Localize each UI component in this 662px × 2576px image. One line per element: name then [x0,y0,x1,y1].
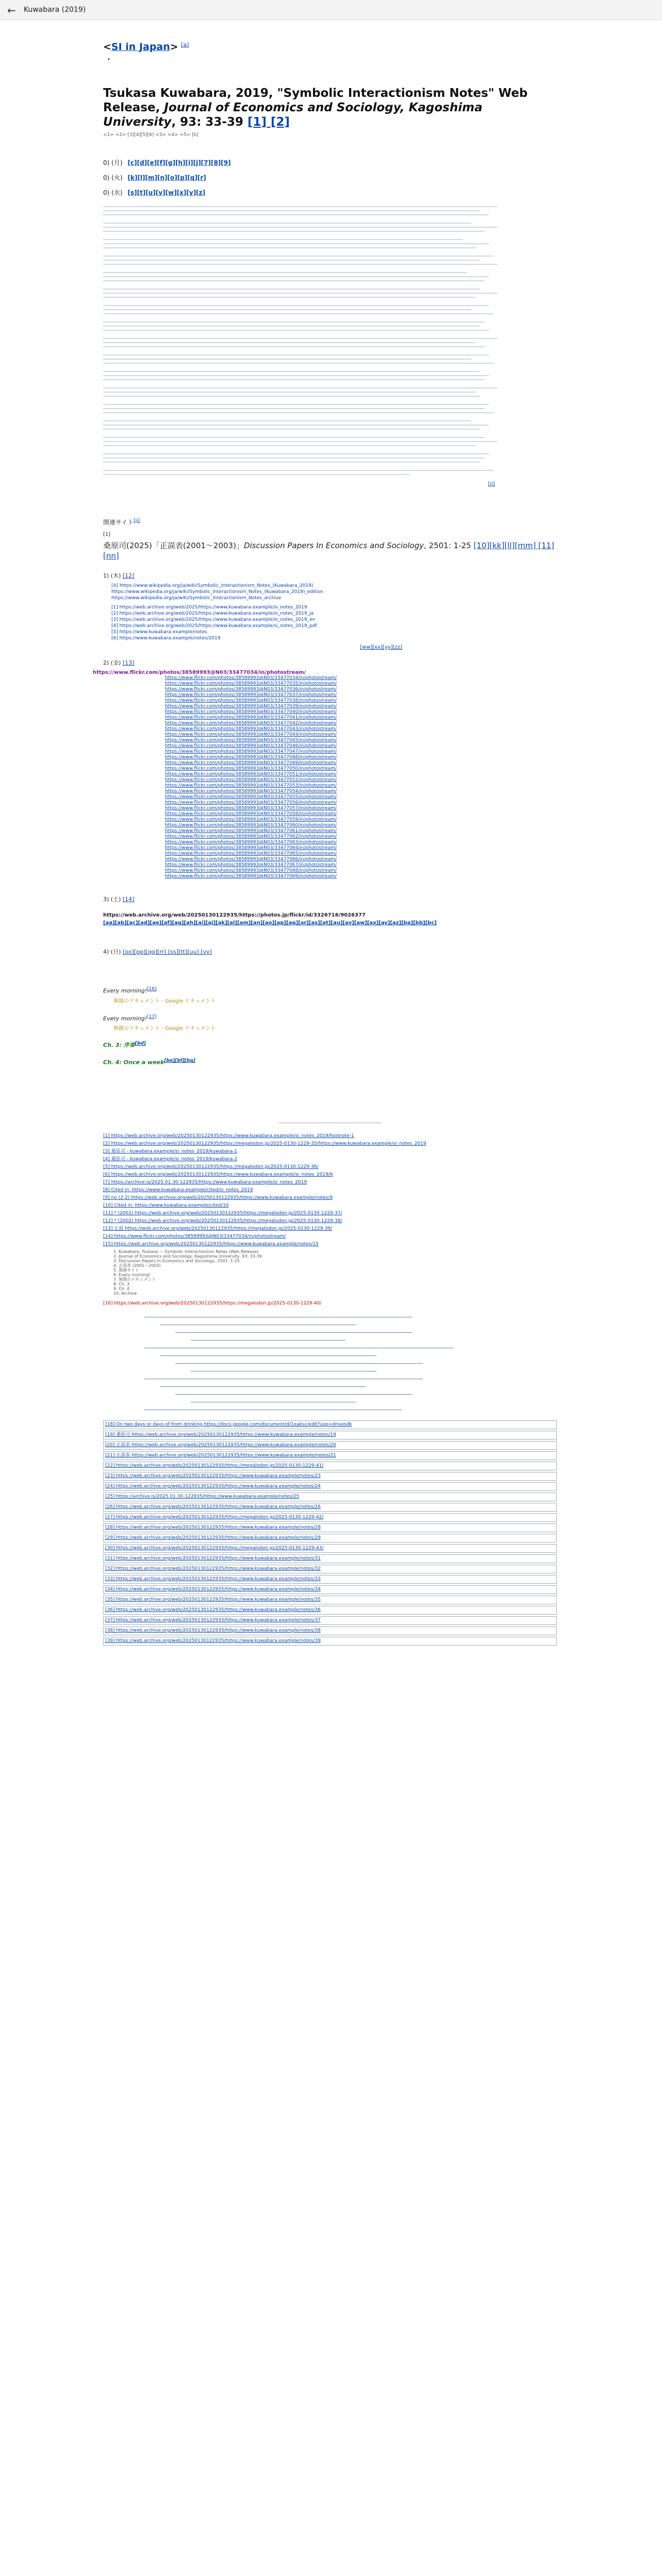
flickr-photo-link[interactable]: https://www.flickr.com/photos/38589993@N03/33477047/in/photostream/ [165,749,337,754]
text-line [103,223,471,224]
related-sites [103,518,557,527]
weekday-label: 0) (月) [103,159,123,166]
breadcrumb-close: > [170,41,178,53]
flickr-photo-link[interactable]: https://www.flickr.com/photos/38589993@N03/33477042/in/photostream/ [165,721,337,726]
sub-section-2 [103,658,557,667]
reference-link[interactable]: [33] https://web.archive.org/web/20250130122935/https://www.kuwabara.example/notes/33 [105,1576,321,1582]
reference-table [103,1420,557,1646]
reference-row [103,1565,557,1573]
reference-row [103,1503,557,1512]
ref-link[interactable]: [A] https://www.wikipedia.org/ja/wiki/Symbolic_Interactionism_Notes_(Kuwabara_2019) [111,583,313,588]
small-list [103,1249,557,1296]
archive-line[interactable]: https://web.archive.org/web/20250130122935/https://photos.jp/flickr/id/3326716/9026377 [103,912,366,918]
chapter-note[interactable]: [be][bf][bg] [164,1058,195,1064]
every-morning-label: Every morning! [103,1015,147,1022]
text-line [103,309,471,310]
window-title: Kuwabara (2019) [24,6,86,14]
citation-c: , 2501: 1-25 [424,541,471,550]
weekday-links[interactable]: [c][d][e][f][g][h][i][j][7][8][9] [127,159,231,166]
footnote[interactable]: [11] * (2001) https://web.archive.org/web/20250130122935/https://megalodon.jp/2025-0130-1229-37/ [103,1210,342,1216]
archive-links [103,919,557,927]
title-bar [0,0,662,20]
reference-row [103,1472,557,1481]
flickr-head-link[interactable]: https://www.flickr.com/photos/38589993@N03/33477034/in/photostream/ [93,670,306,675]
chapter-note[interactable]: [bd] [135,1041,146,1046]
breadcrumb-open: < [103,41,111,53]
footnote[interactable]: [14] https://www.flickr.com/photos/38589993@N03/33477034/in/photostream/ [103,1233,286,1239]
citation-refs[interactable]: [10][kk][ll][mm] [11][nn] [103,541,554,561]
sub-section-3 [103,895,557,903]
flickr-photo-link[interactable]: https://www.flickr.com/photos/38589993@N03/33477064/in/photostream/ [165,845,337,851]
small-list-item: 4. 正誤表 (2001〜2003) [113,1263,161,1268]
ref-link[interactable]: [6] https://www.kuwabara.example/notes/2019 [111,636,221,641]
text-line [103,227,498,228]
sub-label: 1) (木) [103,572,121,579]
flickr-photo-link[interactable]: https://www.flickr.com/photos/38589993@N03/33477039/in/photostream/ [165,704,337,709]
text-line [103,404,489,405]
ref-block-2 [111,604,557,641]
sub-label: 3) (土) [103,896,121,903]
text-line [103,260,480,261]
flickr-photo-link[interactable]: https://www.flickr.com/photos/38589993@N03/33477052/in/photostream/ [165,777,337,783]
text-line [103,457,485,459]
text-line [103,363,493,364]
sub-links[interactable]: [oo][pp][qq][rr] [ss][tt][uu] [vv] [122,948,212,955]
related-label: 関連サイト [103,519,134,526]
sub-note[interactable]: [12] [122,572,135,579]
bottom-red-footnote[interactable]: [16] https://web.archive.org/web/20250130122935/https://megalodon.jp/2025-0130-1229-40/ [103,1300,322,1306]
every-morning-note[interactable]: [16] [147,987,157,992]
ref-block-2-tail[interactable]: [ww][xx][yy][zz] [360,645,402,650]
small-list-item: 3. Discussion Papers In Economics and Sociology, 2501: 1-25 [113,1258,240,1263]
reference-link[interactable]: [18] On two days or days of from drinking https://docs.google.com/document/d/1xaksc/edit?usp=drivesdk [105,1421,352,1427]
text-line [103,256,493,257]
flickr-photo-link[interactable]: https://www.flickr.com/photos/38589993@N03/33477049/in/photostream/ [165,760,337,766]
text-line [103,359,471,360]
reference-row [103,1462,557,1470]
reference-row [103,1575,557,1584]
text-line [103,247,476,248]
flickr-photo-link[interactable]: https://www.flickr.com/photos/38589993@N03/33477058/in/photostream/ [165,811,337,817]
reference-link[interactable]: [21] 正誤表 https://web.archive.org/web/20250130122935/https://www.kuwabara.example/notes/21 [105,1452,336,1458]
reference-link[interactable]: [28] https://web.archive.org/web/20250130122935/https://www.kuwabara.example/notes/28 [105,1524,321,1530]
flickr-photo-link[interactable]: https://www.flickr.com/photos/38589993@N03/33477055/in/photostream/ [165,794,337,800]
flickr-photo-link[interactable]: https://www.flickr.com/photos/38589993@N03/33477067/in/photostream/ [165,862,337,868]
reference-link[interactable]: [37] https://web.archive.org/web/20250130122935/https://www.kuwabara.example/notes/37 [105,1617,321,1623]
reference-link[interactable]: [26] https://web.archive.org/web/20250130122935/https://www.kuwabara.example/notes/26 [105,1504,321,1510]
related-citation [103,540,557,561]
flickr-photo-link[interactable]: https://www.flickr.com/photos/38589993@N03/33477044/in/photostream/ [165,732,337,737]
flickr-photo-link[interactable]: https://www.flickr.com/photos/38589993@N03/33477035/in/photostream/ [165,681,337,686]
small-list-item: 10. Archive [113,1291,137,1296]
footnote[interactable]: [13] 正誤 https://web.archive.org/web/20250130122935/https://megalodon.jp/2025-0130-1229-39/ [103,1226,333,1231]
breadcrumb-link[interactable]: SI in Japan [111,41,170,53]
small-list-item: 7. 無題のドキュメント [113,1277,156,1282]
flickr-photo-link[interactable]: https://www.flickr.com/photos/38589993@N03/33477045/in/photostream/ [165,738,337,743]
sub-label: 2) (金) [103,659,121,666]
footnote[interactable]: [3] 桑原司 - kuwabara.example/si_notes_2019/kuwabara-1 [103,1148,238,1154]
reference-link[interactable]: [31] https://web.archive.org/web/20250130122935/https://www.kuwabara.example/notes/31 [105,1555,321,1561]
ref-link[interactable]: https://www.wikipedia.org/ja/wiki/Symbolic_Interactionism_Notes_(Kuwabara_2019)_edition [111,589,323,595]
reference-link[interactable]: [34] https://web.archive.org/web/20250130122935/https://www.kuwabara.example/notes/34 [105,1586,321,1592]
text-line [103,342,476,343]
small-list-item: 9. Ch. 4 [113,1286,130,1291]
flickr-photo-link[interactable]: https://www.flickr.com/photos/38589993@N03/33477036/in/photostream/ [165,687,337,692]
flickr-photo-link[interactable]: https://www.flickr.com/photos/38589993@N03/33477061/in/photostream/ [165,828,337,834]
ref-link[interactable]: [4] https://web.archive.org/web/2025/https://www.kuwabara.example/si_notes_2019_pdf [111,623,317,629]
small-list-item: 2. Journal of Economics and Sociology, Kagoshima University, 93: 33-39 [113,1253,262,1259]
flickr-photo-link[interactable]: https://www.flickr.com/photos/38589993@N03/33477048/in/photostream/ [165,755,337,760]
footnote-list [103,1133,557,1247]
text-line [103,420,471,421]
google-doc-link-1[interactable]: 無題のドキュメント - Google ドキュメント [113,998,216,1004]
reference-row [103,1554,557,1563]
rule-line [191,1340,345,1341]
chapter-text: Ch. 3: 序章 [103,1042,135,1049]
flickr-photo-link[interactable]: https://www.flickr.com/photos/38589993@N03/33477066/in/photostream/ [165,857,337,862]
bottom-lines-block [103,1317,557,1410]
text-line [103,264,498,265]
sub-section-4 [103,947,557,956]
reference-link[interactable]: [39] https://web.archive.org/web/20250130122935/https://www.kuwabara.example/notes/39 [105,1638,321,1643]
reference-link[interactable]: [29] https://web.archive.org/web/20250130122935/https://www.kuwabara.example/notes/29 [105,1535,321,1540]
reference-row [103,1626,557,1635]
flickr-photo-link[interactable]: https://www.flickr.com/photos/38589993@N03/33477041/in/photostream/ [165,715,337,720]
text-line [103,338,498,339]
text-line [103,425,489,426]
reference-link[interactable]: [32] https://web.archive.org/web/20250130122935/https://www.kuwabara.example/notes/32 [105,1566,321,1571]
flickr-photo-link[interactable]: https://www.flickr.com/photos/38589993@N03/33477054/in/photostream/ [165,789,337,794]
text-line [103,346,485,347]
reference-link[interactable]: [27] https://web.archive.org/web/20250130122935/https://megalodon.jp/2025-0130-1229-42/ [105,1514,324,1520]
small-list-item: 8. Ch. 3 [113,1281,130,1286]
article-content [93,41,557,1647]
small-list-item: 6. Every morning! [113,1272,151,1277]
reference-link[interactable]: [23] https://web.archive.org/web/20250130122935/https://www.kuwabara.example/notes/23 [105,1473,321,1479]
footnote[interactable]: [9] no (2-2) https://web.archive.org/web/20250130122935/https://www.kuwabara.example/notes/9 [103,1195,333,1200]
text-line [103,445,476,446]
reference-link[interactable]: [22] https://web.archive.org/web/20250130122935/https://megalodon.jp/2025-0130-1229-41/ [105,1463,324,1468]
sub-label: 4) (日) [103,948,121,955]
title-tail: , 93: 33-39 [171,115,243,129]
weekday-label: 0) (水) [103,189,123,196]
flickr-photo-link[interactable]: https://www.flickr.com/photos/38589993@N03/33477063/in/photostream/ [165,840,337,845]
reference-link[interactable]: [36] https://web.archive.org/web/20250130122935/https://www.kuwabara.example/notes/36 [105,1607,321,1613]
text-line [103,276,489,277]
flickr-list [93,670,557,879]
text-line [103,396,480,397]
weekday-section [103,173,557,182]
footnote[interactable]: [12] * (2002) https://web.archive.org/web/20250130122935/https://megalodon.jp/2025-0130-1229-38/ [103,1218,342,1224]
flickr-photo-link[interactable]: https://www.flickr.com/photos/38589993@N03/33477034/in/photostream/ [165,675,337,681]
reference-row [103,1441,557,1450]
ref-link[interactable]: [5] https://www.kuwabara.example/notes [111,630,207,635]
flickr-photo-link[interactable]: https://www.flickr.com/photos/38589993@N03/33477062/in/photostream/ [165,834,337,839]
reference-link[interactable]: [24] https://web.archive.org/web/20250130122935/https://www.kuwabara.example/notes/24 [105,1483,321,1489]
text-line [103,293,498,294]
text-line [103,408,485,409]
weekday-links[interactable]: [s][t][u][v][w][x][y][z] [127,189,206,196]
weekday-section [103,188,557,197]
reference-row [103,1431,557,1439]
every-morning-note[interactable]: [17] [147,1014,157,1020]
flickr-photo-link[interactable]: https://www.flickr.com/photos/38589993@N03/33477046/in/photostream/ [165,743,337,749]
every-morning-2 [103,1014,557,1022]
flickr-photo-link[interactable]: https://www.flickr.com/photos/38589993@N03/33477069/in/photostream/ [165,874,337,879]
reference-link[interactable]: [35] https://web.archive.org/web/20250130122935/https://www.kuwabara.example/notes/35 [105,1597,321,1602]
text-line [103,470,493,471]
reference-row [103,1534,557,1543]
rule-line [175,1332,412,1333]
archive-link-list[interactable]: [aa][ab][ac][ad][ae][af][ag][ah][ai][aj][ak][al][am][an][ao][ap][aq][ar][as][at][au][av][aw][ax][ay][az][ba][bb][bc] [103,920,437,926]
text-line [103,392,476,393]
flickr-photo-link[interactable]: https://www.flickr.com/photos/38589993@N03/33477038/in/photostream/ [165,698,337,703]
weekday-links[interactable]: [k][l][m][n][o][p][q][r] [127,174,206,181]
back-arrow-icon[interactable]: ← [7,4,16,16]
text-line [103,305,489,306]
text-line [103,412,493,413]
rule-line [160,1355,376,1356]
reference-row [103,1513,557,1522]
text-line [103,239,462,240]
chapter-4 [103,1058,557,1066]
reference-link[interactable]: [30] https://web.archive.org/web/20250130122935/https://megalodon.jp/2025-0130-1229-43/ [105,1545,324,1551]
ref-link[interactable]: https://www.wikipedia.org/ja/wiki/Symbolic_Interactionism_Notes_archive [111,596,282,601]
text-line [103,272,467,273]
text-line [103,462,480,463]
text-line [103,387,498,388]
reference-link[interactable]: [25] https://archive.is/2025.01.30-122935/https://www.kuwabara.example/notes/25 [105,1494,300,1499]
weekday-sections [103,158,557,197]
reference-row [103,1482,557,1491]
text-line [103,441,498,442]
footnote[interactable]: [7] https://archive.is/2025.01.30-122935/https://www.kuwabara.example/si_notes_2019 [103,1179,307,1185]
breadcrumb [103,41,557,53]
chapter-text: Ch. 4: Once a week [103,1059,164,1066]
text-line [103,429,480,430]
sub-section-1 [103,571,557,580]
reference-row [103,1451,557,1460]
flickr-photo-link[interactable]: https://www.flickr.com/photos/38589993@N03/33477043/in/photostream/ [165,726,337,732]
text-line [103,326,480,327]
related-ref-num: [1] [103,532,111,537]
reference-row [103,1544,557,1553]
text-line [103,379,485,380]
google-doc-link-2[interactable]: 無題のドキュメント - Google ドキュメント [113,1026,216,1032]
text-line [103,243,489,244]
footnote[interactable]: [6] https://web.archive.org/web/20250130122935/https://www.kuwabara.example/si_notes_2019/6 [103,1172,333,1177]
flickr-photo-link[interactable]: https://www.flickr.com/photos/38589993@N03/33477059/in/photostream/ [165,817,337,822]
reference-link[interactable]: [20] 正誤表 https://web.archive.org/web/20250130122935/https://www.kuwabara.example/notes/20 [105,1442,336,1448]
text-line [103,214,489,215]
small-list-item: 5. 関連サイト [113,1267,139,1273]
reference-row [103,1637,557,1646]
sub-note[interactable]: [14] [122,896,135,903]
reference-row [103,1606,557,1615]
footnote[interactable]: [8] Cited in: https://www.kuwabara.example/cited/si_notes_2019 [103,1187,253,1193]
title-main: Tsukasa Kuwabara, 2019, "Symbolic Interactionism Notes" Web Release, [103,87,528,114]
text-line [103,437,485,438]
text-line [103,330,489,331]
footnote[interactable]: [1] https://web.archive.org/web/20250130122935/https://www.kuwabara.example/si_notes_2019/footnote-1 [103,1133,354,1139]
flickr-photo-link[interactable]: https://www.flickr.com/photos/38589993@N03/33477037/in/photostream/ [165,692,337,698]
text-line [103,375,489,376]
text-line [103,354,489,355]
reference-row [103,1493,557,1501]
title-journal: Journal of Economics and Sociology, Kagoshima University [103,101,483,129]
reference-row [103,1616,557,1625]
text-line [103,371,480,372]
flickr-photo-link[interactable]: https://www.flickr.com/photos/38589993@N03/33477060/in/photostream/ [165,823,337,828]
text-line [103,453,489,454]
weekday-label: 0) (火) [103,174,123,181]
version-line: <1> <2> [3][4][5][6] <3> <4> <5> [b] [103,132,198,138]
reference-row [103,1420,557,1429]
text-line [103,210,480,211]
rule-line [175,1394,412,1395]
ref-block-1 [111,583,557,601]
breadcrumb-note[interactable]: [a] [181,41,189,48]
rule-line [175,1363,423,1364]
every-morning-1 [103,987,557,994]
flickr-photo-link[interactable]: https://www.flickr.com/photos/38589993@N03/33477065/in/photostream/ [165,851,337,856]
flickr-photo-link[interactable]: https://www.flickr.com/photos/38589993@N03/33477056/in/photostream/ [165,800,337,805]
reference-link[interactable]: [38] https://web.archive.org/web/20250130122935/https://www.kuwabara.example/notes/38 [105,1628,321,1633]
footnote[interactable]: [2] https://web.archive.org/web/20250130122935/https://megalodon.jp/2025-0130-1229-35/https://www.kuwabara.example/si_notes_2019 [103,1141,426,1146]
footnote[interactable]: [15] https://web.archive.org/web/20250130122935/https://www.kuwabara.example/notes/15 [103,1241,319,1247]
text-line [103,297,476,298]
reference-row [103,1523,557,1532]
text-lines-block [103,206,557,475]
weekday-section [103,158,557,167]
flickr-photo-link[interactable]: https://www.flickr.com/photos/38589993@N03/33477040/in/photostream/ [165,709,337,715]
text-line [103,231,485,232]
flickr-photo-link[interactable]: https://www.flickr.com/photos/38589993@N03/33477053/in/photostream/ [165,783,337,788]
text-line [103,321,485,323]
related-note[interactable]: [jj] [134,518,140,523]
text-line [103,313,493,314]
reference-row [103,1585,557,1594]
reference-row [103,1596,557,1604]
ref-link[interactable]: [3] https://web.archive.org/web/2025/https://www.kuwabara.example/si_notes_2019_en [111,617,316,622]
flickr-photo-link[interactable]: https://www.flickr.com/photos/38589993@N03/33477057/in/photostream/ [165,806,337,811]
flickr-photo-link[interactable]: https://www.flickr.com/photos/38589993@N03/33477051/in/photostream/ [165,772,337,777]
footnote[interactable]: [10] Cited in: https://www.kuwabara.example/cited/10 [103,1202,229,1208]
reference-link[interactable]: [19] 桑原司 https://web.archive.org/web/20250130122935/https://www.kuwabara.example/notes/19 [105,1432,336,1437]
page-title [103,86,557,129]
text-line [103,474,410,475]
footnote[interactable]: [4] 桑原司 - kuwabara.example/si_notes_2019/kuwabara-2 [103,1156,238,1162]
small-list-item: 1. Kuwabara, Tsukasa — Symbolic Interactionism Notes (Web Release) [113,1249,259,1254]
sub-note[interactable]: [13] [122,659,135,666]
text-line [103,280,485,281]
bullet-dot: • [107,57,110,62]
citation-a: 桑原司(2025)「正誤表(2001〜2003)」 [103,541,244,550]
flickr-photo-link[interactable]: https://www.flickr.com/photos/38589993@N03/33477050/in/photostream/ [165,766,337,771]
flickr-photo-link[interactable]: https://www.flickr.com/photos/38589993@N03/33477068/in/photostream/ [165,868,337,873]
title-refs[interactable]: [1] [2] [247,115,290,129]
chapter-3 [103,1041,557,1049]
rule-line [160,1386,366,1387]
text-line [103,289,480,290]
ref-link[interactable]: [1] https://web.archive.org/web/2025/https://www.kuwabara.example/si_notes_2019 [111,605,307,610]
footnote[interactable]: [5] https://web.archive.org/web/20250130122935/https://megalodon.jp/2025-0130-1229-36/ [103,1164,319,1170]
citation-b: Discussion Papers In Economics and Sociology [243,541,424,550]
every-morning-label: Every morning! [103,987,147,994]
bars-end-note[interactable]: [ii] [488,481,495,487]
text-line [103,206,498,207]
ref-link[interactable]: [2] https://web.archive.org/web/2025/https://www.kuwabara.example/si_notes_2019_ja [111,611,314,616]
